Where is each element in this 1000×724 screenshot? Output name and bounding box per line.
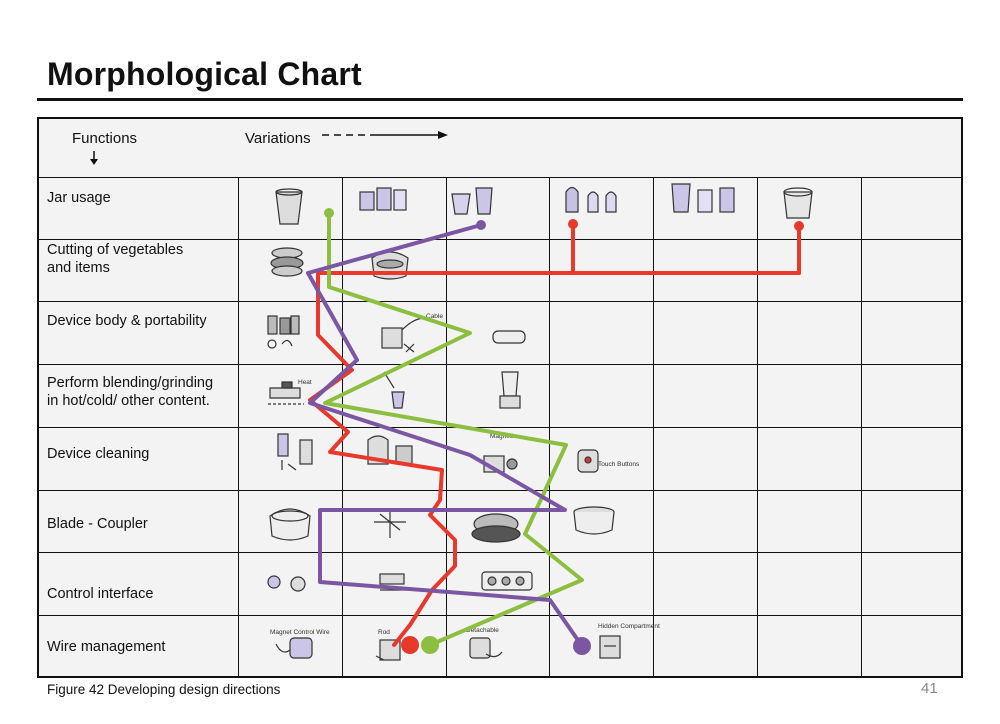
sketch-note-touch-buttons: Touch Buttons [598, 461, 640, 468]
sketch-note-heat: Heat [298, 379, 312, 386]
row-label-cleaning: Device cleaning [47, 446, 150, 462]
sketch-note-magnetic: Magnetic [490, 433, 517, 440]
grid-line [861, 177, 862, 678]
grid-line [39, 239, 961, 240]
row-label-control-interface: Control interface [47, 586, 154, 602]
row-label-device-body: Device body & portability [47, 313, 207, 329]
sketch-note-hidden-compartment: Hidden Compartment [598, 623, 660, 630]
right-arrow-icon [320, 128, 450, 142]
down-arrow-icon [90, 151, 98, 165]
grid-line [39, 615, 961, 616]
grid-line [238, 177, 239, 678]
grid-line [342, 177, 343, 678]
morphological-chart-table [37, 117, 963, 678]
functions-header: Functions [72, 130, 138, 147]
grid-line [757, 177, 758, 678]
grid-line [653, 177, 654, 678]
sketch-note-cable: Cable [426, 313, 443, 320]
row-label-cutting: Cutting of vegetables and items [47, 242, 184, 276]
grid-line [39, 364, 961, 365]
grid-line [39, 177, 961, 178]
title-divider [37, 98, 963, 101]
grid-line [549, 177, 550, 678]
grid-line [39, 301, 961, 302]
sketch-note-magnet-control-wire: Magnet Control Wire [270, 629, 330, 636]
figure-caption: Figure 42 Developing design directions [47, 682, 281, 697]
row-label-blade-coupler: Blade - Coupler [47, 516, 148, 532]
row-label-jar-usage: Jar usage [47, 190, 111, 206]
sketch-note-detachable: Detachable [466, 627, 499, 634]
grid-line [39, 552, 961, 553]
page-title: Morphological Chart [47, 56, 362, 92]
page-number: 41 [921, 680, 938, 697]
grid-line [39, 490, 961, 491]
grid-line [446, 177, 447, 678]
sketch-note-rod: Rod [378, 629, 390, 636]
grid-line [39, 427, 961, 428]
row-label-wire-management: Wire management [47, 639, 166, 655]
row-label-blending: Perform blending/grinding in hot/cold/ other content. [47, 375, 214, 409]
variations-header: Variations [245, 130, 311, 147]
